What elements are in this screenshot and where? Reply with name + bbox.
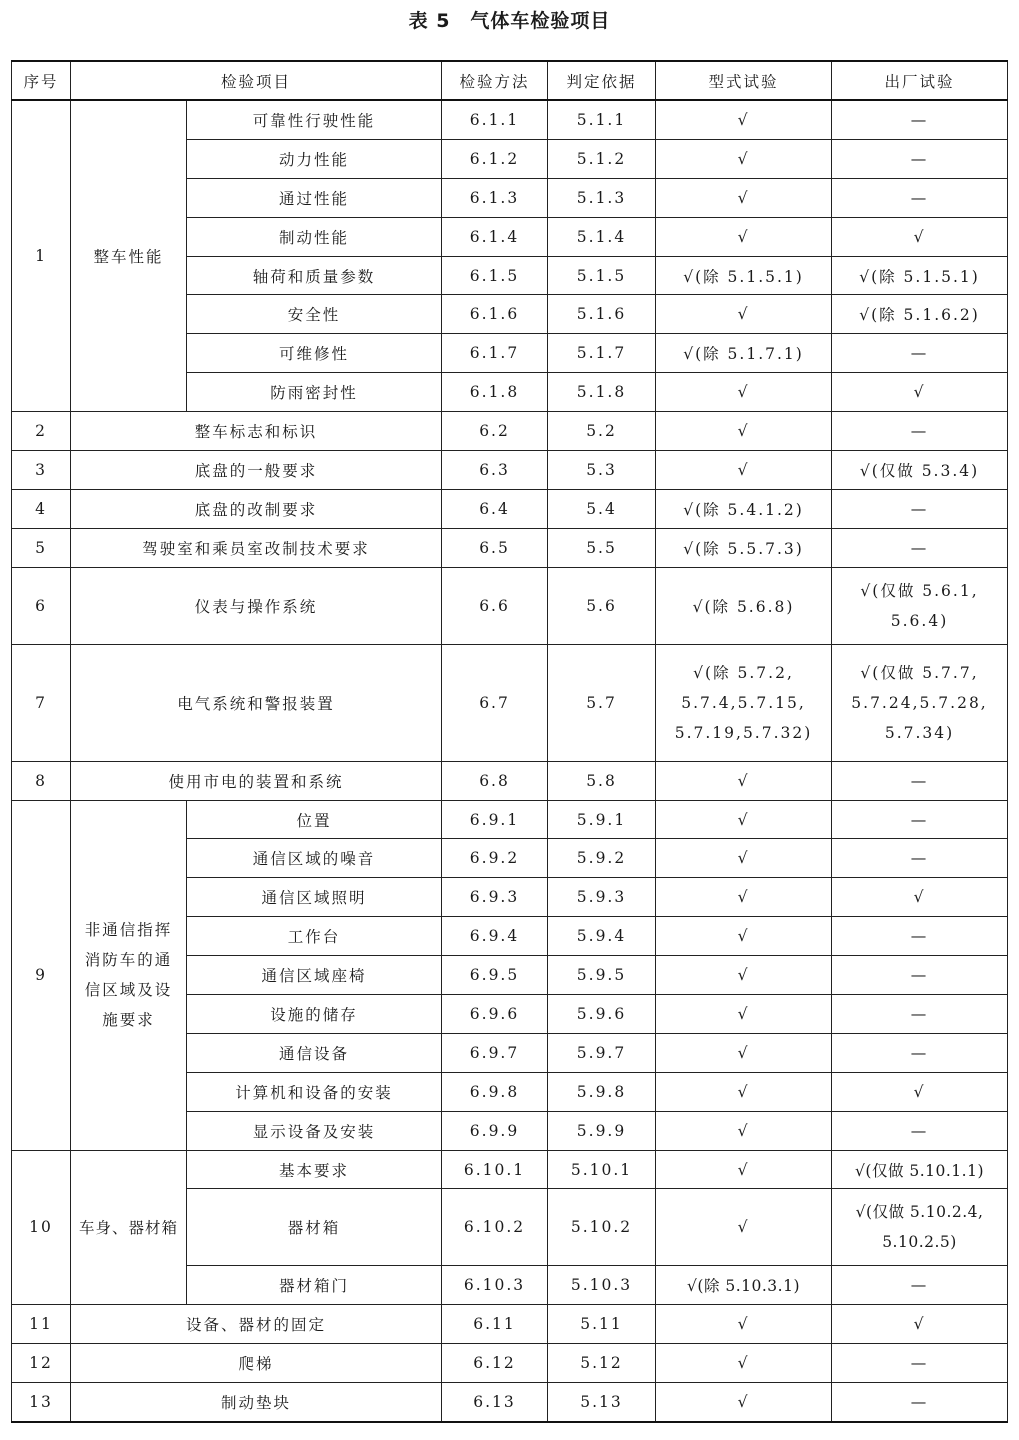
table-row [12, 489, 1008, 528]
method-cell: 6.1.6 [442, 295, 548, 334]
table-row [12, 1150, 1008, 1189]
factory-test-cell: √(仅做 5.3.4) [832, 451, 1008, 490]
type-test-cell: √ [656, 295, 832, 334]
basis-cell: 5.4 [548, 489, 656, 528]
basis-cell: 5.12 [548, 1344, 656, 1383]
method-cell: 6.1.5 [442, 256, 548, 295]
factory-test-cell: √ [832, 878, 1008, 917]
method-cell: 6.1.3 [442, 178, 548, 217]
type-test-cell: √ [656, 139, 832, 178]
category-line: 消防车的通 [84, 951, 173, 970]
factory-test-line: 5.10.2.5) [882, 1233, 957, 1252]
seq-cell: 2 [12, 412, 71, 451]
method-cell: 6.9.2 [442, 839, 548, 878]
method-cell: 6.12 [442, 1344, 548, 1383]
table-row [12, 1383, 1008, 1422]
item-cell: 器材箱 [187, 1189, 442, 1266]
table-row [12, 644, 1008, 761]
table-row [12, 800, 1008, 839]
factory-test-cell: √(仅做 5.10.1.1) [832, 1150, 1008, 1189]
table-row [12, 567, 1008, 644]
basis-cell: 5.10.2 [548, 1189, 656, 1266]
item-cell: 底盘的一般要求 [71, 451, 442, 490]
table-title: 表 5 气体车检验项目 [408, 10, 611, 32]
factory-test-cell [832, 644, 1008, 761]
type-test-cell: √ [656, 178, 832, 217]
factory-test-cell: √(除 5.1.6.2) [832, 295, 1008, 334]
seq-cell: 7 [12, 644, 71, 761]
type-test-line: √(除 5.7.2, [693, 663, 794, 682]
table-row [12, 1305, 1008, 1344]
item-cell: 工作台 [187, 917, 442, 956]
table-row [12, 412, 1008, 451]
method-cell: 6.9.6 [442, 995, 548, 1034]
method-cell: 6.1.2 [442, 139, 548, 178]
type-test-cell: √ [656, 217, 832, 256]
type-test-line: 5.7.19,5.7.32) [674, 723, 813, 742]
factory-test-cell: — [832, 1111, 1008, 1150]
basis-cell: 5.1.7 [548, 334, 656, 373]
item-cell: 基本要求 [187, 1150, 442, 1189]
factory-test-cell: — [832, 1344, 1008, 1383]
basis-cell: 5.11 [548, 1305, 656, 1344]
basis-cell: 5.9.6 [548, 995, 656, 1034]
type-test-cell: √ [656, 839, 832, 878]
factory-test-cell: — [832, 1033, 1008, 1072]
basis-cell: 5.3 [548, 451, 656, 490]
item-cell: 动力性能 [187, 139, 442, 178]
header-basis: 判定依据 [548, 61, 656, 100]
basis-cell: 5.1.2 [548, 139, 656, 178]
type-test-cell: √(除 5.5.7.3) [656, 528, 832, 567]
basis-cell: 5.9.4 [548, 917, 656, 956]
factory-test-cell [832, 1189, 1008, 1266]
factory-test-line: √(仅做 5.7.7, [860, 663, 979, 682]
seq-cell: 4 [12, 489, 71, 528]
method-cell: 6.1.7 [442, 334, 548, 373]
type-test-cell: √ [656, 412, 832, 451]
item-cell: 使用市电的装置和系统 [71, 761, 442, 800]
seq-cell: 13 [12, 1383, 71, 1422]
method-cell: 6.11 [442, 1305, 548, 1344]
basis-cell: 5.6 [548, 567, 656, 644]
factory-test-cell: — [832, 528, 1008, 567]
method-cell: 6.5 [442, 528, 548, 567]
basis-cell: 5.9.3 [548, 878, 656, 917]
header-seq: 序号 [12, 61, 71, 100]
item-cell: 通信区域的噪音 [187, 839, 442, 878]
factory-test-line: 5.6.4) [890, 611, 949, 630]
item-cell: 驾驶室和乘员室改制技术要求 [71, 528, 442, 567]
method-cell: 6.1.4 [442, 217, 548, 256]
header-factory-test: 出厂试验 [832, 61, 1008, 100]
item-cell: 可靠性行驶性能 [187, 100, 442, 139]
basis-cell: 5.10.1 [548, 1150, 656, 1189]
factory-test-cell: — [832, 178, 1008, 217]
method-cell: 6.9.1 [442, 800, 548, 839]
item-cell: 爬梯 [71, 1344, 442, 1383]
item-cell: 通信区域照明 [187, 878, 442, 917]
type-test-cell: √ [656, 1383, 832, 1422]
factory-test-cell: — [832, 917, 1008, 956]
method-cell: 6.3 [442, 451, 548, 490]
table-row [12, 451, 1008, 490]
type-test-cell: √ [656, 1072, 832, 1111]
factory-test-cell: — [832, 800, 1008, 839]
type-test-cell: √ [656, 761, 832, 800]
method-cell: 6.9.7 [442, 1033, 548, 1072]
item-cell: 通信区域座椅 [187, 956, 442, 995]
item-cell: 制动垫块 [71, 1383, 442, 1422]
factory-test-cell: — [832, 761, 1008, 800]
item-cell: 设施的储存 [187, 995, 442, 1034]
seq-cell: 5 [12, 528, 71, 567]
factory-test-cell: — [832, 489, 1008, 528]
seq-cell: 3 [12, 451, 71, 490]
seq-cell: 8 [12, 761, 71, 800]
factory-test-line: 5.7.24,5.7.28, [851, 693, 988, 712]
header-method: 检验方法 [442, 61, 548, 100]
basis-cell: 5.2 [548, 412, 656, 451]
factory-test-cell: √ [832, 217, 1008, 256]
basis-cell: 5.9.2 [548, 839, 656, 878]
item-cell: 仪表与操作系统 [71, 567, 442, 644]
type-test-cell: √(除 5.6.8) [656, 567, 832, 644]
item-cell: 制动性能 [187, 217, 442, 256]
basis-cell: 5.7 [548, 644, 656, 761]
table-row [12, 528, 1008, 567]
method-cell: 6.6 [442, 567, 548, 644]
method-cell: 6.9.9 [442, 1111, 548, 1150]
basis-cell: 5.5 [548, 528, 656, 567]
method-cell: 6.10.2 [442, 1189, 548, 1266]
factory-test-cell: — [832, 1383, 1008, 1422]
header-row [12, 61, 1008, 100]
type-test-cell: √ [656, 917, 832, 956]
method-cell: 6.9.4 [442, 917, 548, 956]
seq-cell: 9 [12, 800, 71, 1150]
type-test-line: 5.7.4,5.7.15, [681, 693, 806, 712]
factory-test-cell: — [832, 100, 1008, 139]
item-cell: 显示设备及安装 [187, 1111, 442, 1150]
basis-cell: 5.9.5 [548, 956, 656, 995]
factory-test-cell: — [832, 139, 1008, 178]
type-test-cell: √ [656, 800, 832, 839]
basis-cell: 5.9.9 [548, 1111, 656, 1150]
method-cell: 6.4 [442, 489, 548, 528]
type-test-cell: √ [656, 995, 832, 1034]
type-test-cell: √(除 5.1.5.1) [656, 256, 832, 295]
seq-cell: 12 [12, 1344, 71, 1383]
item-cell: 轴荷和质量参数 [187, 256, 442, 295]
method-cell: 6.9.3 [442, 878, 548, 917]
category-line: 施要求 [102, 1011, 155, 1030]
table-row [12, 761, 1008, 800]
factory-test-cell [832, 567, 1008, 644]
method-cell: 6.10.3 [442, 1266, 548, 1305]
seq-cell: 6 [12, 567, 71, 644]
basis-cell: 5.1.5 [548, 256, 656, 295]
type-test-cell: √ [656, 1305, 832, 1344]
factory-test-cell: — [832, 839, 1008, 878]
factory-test-cell: √ [832, 1305, 1008, 1344]
basis-cell: 5.9.7 [548, 1033, 656, 1072]
method-cell: 6.13 [442, 1383, 548, 1422]
inspection-table [11, 60, 1008, 1423]
basis-cell: 5.1.8 [548, 373, 656, 412]
basis-cell: 5.9.1 [548, 800, 656, 839]
type-test-cell: √ [656, 100, 832, 139]
method-cell: 6.9.5 [442, 956, 548, 995]
type-test-cell: √ [656, 1189, 832, 1266]
method-cell: 6.8 [442, 761, 548, 800]
category-cell: 整车性能 [71, 100, 187, 412]
basis-cell: 5.13 [548, 1383, 656, 1422]
factory-test-cell: — [832, 995, 1008, 1034]
item-cell: 电气系统和警报装置 [71, 644, 442, 761]
method-cell: 6.1.1 [442, 100, 548, 139]
type-test-cell: √ [656, 1344, 832, 1383]
item-cell: 设备、器材的固定 [71, 1305, 442, 1344]
category-cell [71, 800, 187, 1150]
factory-test-cell: √(除 5.1.5.1) [832, 256, 1008, 295]
type-test-cell: √(除 5.4.1.2) [656, 489, 832, 528]
type-test-cell: √ [656, 878, 832, 917]
seq-cell: 11 [12, 1305, 71, 1344]
factory-test-cell: — [832, 1266, 1008, 1305]
type-test-cell: √ [656, 1150, 832, 1189]
item-cell: 可维修性 [187, 334, 442, 373]
category-line: 信区域及设 [84, 981, 173, 1000]
category-line: 非通信指挥 [84, 921, 173, 940]
factory-test-cell: — [832, 334, 1008, 373]
item-cell: 底盘的改制要求 [71, 489, 442, 528]
method-cell: 6.10.1 [442, 1150, 548, 1189]
method-cell: 6.7 [442, 644, 548, 761]
basis-cell: 5.1.1 [548, 100, 656, 139]
type-test-cell: √ [656, 451, 832, 490]
type-test-cell: √ [656, 1111, 832, 1150]
factory-test-cell: — [832, 412, 1008, 451]
item-cell: 通信设备 [187, 1033, 442, 1072]
basis-cell: 5.1.4 [548, 217, 656, 256]
seq-cell: 1 [12, 100, 71, 412]
seq-cell: 10 [12, 1150, 71, 1305]
basis-cell: 5.8 [548, 761, 656, 800]
item-cell: 安全性 [187, 295, 442, 334]
factory-test-line: 5.7.34) [884, 723, 955, 742]
basis-cell: 5.1.6 [548, 295, 656, 334]
method-cell: 6.1.8 [442, 373, 548, 412]
item-cell: 计算机和设备的安装 [187, 1072, 442, 1111]
basis-cell: 5.9.8 [548, 1072, 656, 1111]
item-cell: 防雨密封性 [187, 373, 442, 412]
factory-test-cell: √ [832, 373, 1008, 412]
table-row [12, 100, 1008, 139]
factory-test-line: √(仅做 5.6.1, [860, 581, 979, 600]
header-item: 检验项目 [71, 61, 442, 100]
item-cell: 位置 [187, 800, 442, 839]
factory-test-cell: — [832, 956, 1008, 995]
header-type-test: 型式试验 [656, 61, 832, 100]
type-test-cell: √ [656, 956, 832, 995]
item-cell: 整车标志和标识 [71, 412, 442, 451]
item-cell: 通过性能 [187, 178, 442, 217]
type-test-cell: √(除 5.1.7.1) [656, 334, 832, 373]
method-cell: 6.9.8 [442, 1072, 548, 1111]
basis-cell: 5.1.3 [548, 178, 656, 217]
factory-test-cell: √ [832, 1072, 1008, 1111]
category-cell: 车身、器材箱 [71, 1150, 187, 1305]
type-test-cell [656, 644, 832, 761]
type-test-cell: √ [656, 373, 832, 412]
type-test-cell: √ [656, 1033, 832, 1072]
method-cell: 6.2 [442, 412, 548, 451]
item-cell: 器材箱门 [187, 1266, 442, 1305]
type-test-cell: √(除 5.10.3.1) [656, 1266, 832, 1305]
basis-cell: 5.10.3 [548, 1266, 656, 1305]
table-row [12, 1344, 1008, 1383]
factory-test-line: √(仅做 5.10.2.4, [855, 1203, 984, 1222]
